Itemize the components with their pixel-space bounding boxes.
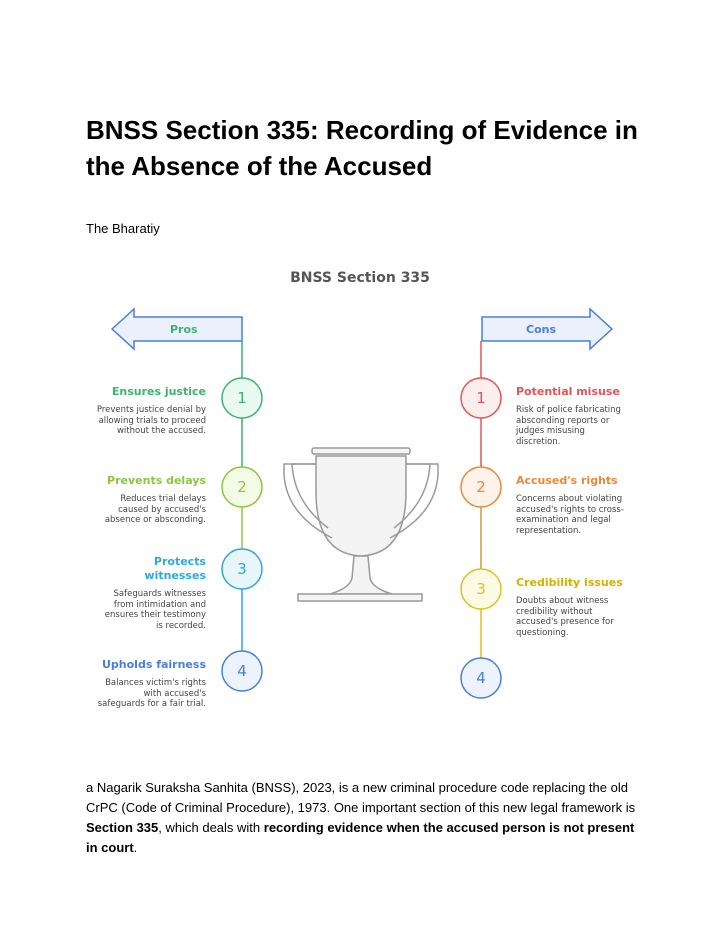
cons-number-1: 1 (476, 389, 486, 407)
paragraph-text: , which deals with (158, 820, 264, 835)
cons-number-2: 2 (476, 478, 486, 496)
pros-heading-1: Ensures justice (111, 385, 206, 398)
diagram-title: BNSS Section 335 (290, 270, 430, 286)
page-title: BNSS Section 335: Recording of Evidence in the Absence of the Accused (86, 115, 638, 181)
cons-desc-3: Doubts about witness credibility without accused's presence for questioning. (516, 596, 614, 638)
intro-paragraph (86, 778, 646, 858)
pros-number-4: 4 (237, 662, 247, 680)
pros-desc-3: Safeguards witnesses from intimidation and ensures their testimony is recorded. (104, 589, 206, 631)
pros-label: Pros (170, 323, 198, 336)
pros-number-3: 3 (237, 560, 247, 578)
pros-number-2: 2 (237, 478, 247, 496)
author-name: The Bharatiy (86, 221, 160, 236)
paragraph-bold: Section 335 (86, 820, 159, 835)
trophy-icon (284, 448, 438, 601)
cons-desc-1: Risk of police fabricating absconding reports or judges misusing discretion. (516, 405, 621, 447)
pros-desc-1: Prevents justice denial by allowing trials to proceed without the accused. (96, 405, 206, 436)
cons-desc-2: Concerns about violating accused's rights to cross-examination and legal representation. (516, 494, 624, 536)
cons-number-3: 3 (476, 580, 486, 598)
pros-number-1: 1 (237, 389, 247, 407)
pros-heading-2: Prevents delays (107, 474, 206, 487)
cons-heading-2: Accused's rights (516, 474, 618, 487)
pros-cons-diagram (96, 262, 624, 732)
paragraph-text: a Nagarik Suraksha Sanhita (BNSS), 2023, is a new criminal procedure code replacing the old CrPC (Code of Criminal Procedure), 1973. One important section of this new legal framework is (86, 780, 636, 815)
pros-desc-2: Reduces trial delays caused by accused's absence or absconding. (104, 494, 206, 525)
pros-heading-3: Protects witnesses (144, 555, 206, 582)
pros-desc-4: Balances victim's rights with accused's safeguards for a fair trial. (97, 678, 206, 709)
cons-label: Cons (526, 323, 557, 336)
cons-heading-3: Credibility issues (516, 576, 623, 589)
pros-heading-4: Upholds fairness (101, 658, 206, 671)
paragraph-bold: recording evidence when the accused person is not present in court (86, 820, 635, 855)
paragraph-text: . (133, 840, 138, 855)
cons-heading-1: Potential misuse (516, 385, 620, 398)
cons-number-4: 4 (476, 669, 486, 687)
